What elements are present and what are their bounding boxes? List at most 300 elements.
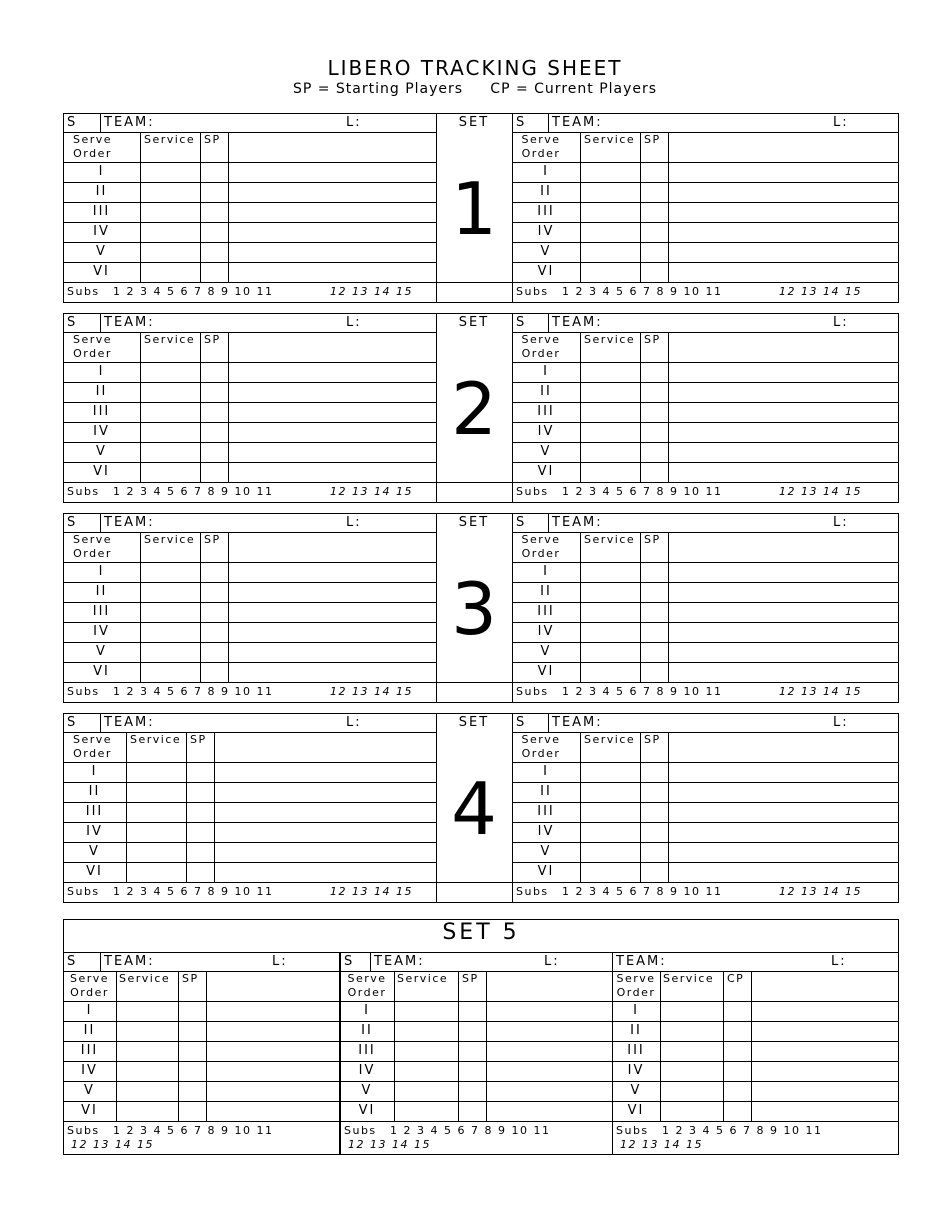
set4-left-notes-cell-2[interactable] (215, 783, 435, 802)
set4-left-subs-numbers-b: 12 13 14 15 (330, 885, 413, 898)
set3-right-notes-cell-5[interactable] (669, 643, 898, 662)
set3-left-service-cell-3[interactable] (141, 603, 199, 622)
set4-left-notes-cell-1[interactable] (215, 763, 435, 782)
set1-left-s-label: S (67, 115, 78, 130)
set1-right-service-cell-5[interactable] (581, 243, 639, 262)
set2-left-service-cell-4[interactable] (141, 423, 199, 442)
set1-left-rotation-1: I (98, 164, 105, 179)
set2-left-sp-cell-3[interactable] (201, 403, 228, 422)
set4-left-rotation-3: III (85, 804, 104, 819)
set4-left-sp-label: SP (190, 733, 207, 746)
set5-team-a-sp-cell-5[interactable] (179, 1082, 206, 1101)
set4-left-team-label: TEAM: (104, 715, 155, 730)
set1-right-sp-cell-2[interactable] (641, 183, 668, 202)
set4-right-row-rule (512, 882, 899, 883)
set5-team-a-sp-cell-1[interactable] (179, 1002, 206, 1021)
set3-right-sp-cell-5[interactable] (641, 643, 668, 662)
set1-center-rule (436, 282, 512, 283)
set3-right-notes-cell-4[interactable] (669, 623, 898, 642)
set3-left-sp-cell-1[interactable] (201, 563, 228, 582)
set4-left-service-cell-1[interactable] (127, 763, 185, 782)
set5-current-sp-cell-1[interactable] (724, 1002, 751, 1021)
set1-left-team-label: TEAM: (104, 115, 155, 130)
set4-left-sp-cell-6[interactable] (187, 863, 214, 882)
set4-left-s-divider (100, 713, 101, 732)
set1-right-order-label: Order (521, 147, 561, 160)
set5-team-a-sp-cell-6[interactable] (179, 1102, 206, 1121)
set5-current-sp-cell-6[interactable] (724, 1102, 751, 1121)
set5-team-a-sp-cell-4[interactable] (179, 1062, 206, 1081)
set3-right-sp-cell-6[interactable] (641, 663, 668, 682)
set2-left-subs-numbers-a: 1 2 3 4 5 6 7 8 9 10 11 (113, 485, 274, 498)
set5-team-a-service-cell-5[interactable] (117, 1082, 178, 1101)
set3-left-libero-label: L: (346, 515, 362, 530)
set1-right-notes-cell-3[interactable] (669, 203, 898, 222)
set2-left-service-cell-5[interactable] (141, 443, 199, 462)
set4-left-sp-cell-4[interactable] (187, 823, 214, 842)
set4-right-sp-cell-4[interactable] (641, 823, 668, 842)
set2-left-sp-cell-2[interactable] (201, 383, 228, 402)
set3-right-service-cell-5[interactable] (581, 643, 639, 662)
set3-left-notes-cell-3[interactable] (229, 603, 435, 622)
set4-left-sp-cell-3[interactable] (187, 803, 214, 822)
set2-right-sp-cell-4[interactable] (641, 423, 668, 442)
set1-left-sp-cell-4[interactable] (201, 223, 228, 242)
set2-left-order-label: Order (73, 347, 112, 360)
set1-left-notes-cell-5[interactable] (229, 243, 435, 262)
set5-current-libero-label: L: (831, 954, 847, 969)
set4-right-service-cell-4[interactable] (581, 823, 639, 842)
set1-left-service-cell-3[interactable] (141, 203, 199, 222)
set4-left-rotation-4: IV (86, 824, 103, 839)
set5-current-notes-cell-6[interactable] (752, 1102, 898, 1121)
set3-right-rotation-1: I (543, 564, 549, 579)
set4-right-notes-cell-3[interactable] (669, 803, 898, 822)
set3-left-service-cell-5[interactable] (141, 643, 199, 662)
set4-left-rotation-2: II (88, 784, 101, 799)
page-subtitle: SP = Starting Players CP = Current Players (292, 81, 658, 97)
set5-team-b-notes-cell-6[interactable] (487, 1102, 611, 1121)
set1-right-team-label: TEAM: (552, 115, 603, 130)
set1-right-rotation-6: VI (537, 264, 555, 279)
set5-team-b-sp-cell-5[interactable] (459, 1082, 486, 1101)
set5-team-b-subs-numbers-a: 1 2 3 4 5 6 7 8 9 10 11 (390, 1124, 551, 1137)
set2-right-rotation-4: IV (537, 424, 555, 439)
set1-left-service-cell-2[interactable] (141, 183, 199, 202)
set5-current-service-cell-2[interactable] (661, 1022, 723, 1041)
set3-left-sp-cell-3[interactable] (201, 603, 228, 622)
set1-left-sp-cell-3[interactable] (201, 203, 228, 222)
set5-current-sp-cell-2[interactable] (724, 1022, 751, 1041)
set2-right-rotation-3: III (537, 404, 555, 419)
set2-left-s-divider (100, 313, 101, 332)
set5-current-sp-label: CP (727, 972, 745, 985)
set5-team-a-sp-cell-2[interactable] (179, 1022, 206, 1041)
set3-left-s-label: S (67, 515, 78, 530)
set3-right-service-cell-1[interactable] (581, 563, 639, 582)
set5-team-a-notes-cell-6[interactable] (207, 1102, 339, 1121)
set4-right-sp-cell-5[interactable] (641, 843, 668, 862)
set2-right-s-divider (548, 313, 549, 332)
set5-current-rotation-1: I (633, 1003, 639, 1018)
set2-left-notes-cell-5[interactable] (229, 443, 435, 462)
set2-left-sp-cell-4[interactable] (201, 423, 228, 442)
set3-right-service-cell-6[interactable] (581, 663, 639, 682)
set2-right-notes-cell-1[interactable] (669, 363, 898, 382)
set5-team-a-service-cell-3[interactable] (117, 1042, 178, 1061)
set4-right-subs-label: Subs (516, 885, 549, 898)
set4-right-sp-cell-2[interactable] (641, 783, 668, 802)
set2-left-notes-cell-3[interactable] (229, 403, 435, 422)
set1-right-sp-cell-3[interactable] (641, 203, 668, 222)
set5-team-a-notes-cell-1[interactable] (207, 1002, 339, 1021)
set2-left-sp-cell-6[interactable] (201, 463, 228, 482)
set5-team-b-rotation-4: IV (358, 1063, 376, 1078)
set4-right-notes-cell-1[interactable] (669, 763, 898, 782)
set1-left-notes-cell-4[interactable] (229, 223, 435, 242)
set2-left-service-cell-3[interactable] (141, 403, 199, 422)
set4-right-rotation-5: V (540, 844, 552, 859)
set1-left-subs-numbers-a: 1 2 3 4 5 6 7 8 9 10 11 (113, 285, 274, 298)
set4-right-rotation-6: VI (537, 864, 555, 879)
set5-current-service-cell-6[interactable] (661, 1102, 723, 1121)
set1-right-sp-cell-6[interactable] (641, 263, 668, 282)
set1-right-notes-cell-4[interactable] (669, 223, 898, 242)
set5-team-a-service-cell-6[interactable] (117, 1102, 178, 1121)
set2-right-sp-cell-2[interactable] (641, 383, 668, 402)
set5-team-b-service-cell-5[interactable] (395, 1082, 458, 1101)
set1-left-notes-cell-3[interactable] (229, 203, 435, 222)
set5-team-b-notes-cell-1[interactable] (487, 1002, 611, 1021)
set3-right-service-cell-2[interactable] (581, 583, 639, 602)
set3-right-sp-cell-2[interactable] (641, 583, 668, 602)
set4-left-service-cell-6[interactable] (127, 863, 185, 882)
set3-left-subs-label: Subs (67, 685, 100, 698)
set5-team-b-sp-cell-1[interactable] (459, 1002, 486, 1021)
set5-team-a-notes-cell-5[interactable] (207, 1082, 339, 1101)
set3-left-service-cell-6[interactable] (141, 663, 199, 682)
set1-left-row-rule (63, 282, 436, 283)
set5-team-b-team-label: TEAM: (374, 954, 425, 969)
set2-right-service-cell-4[interactable] (581, 423, 639, 442)
set2-left-notes-cell-4[interactable] (229, 423, 435, 442)
set5-current-subs-numbers-a: 1 2 3 4 5 6 7 8 9 10 11 (662, 1124, 823, 1137)
set5-current-notes-cell-2[interactable] (752, 1022, 898, 1041)
set4-right-sp-cell-6[interactable] (641, 863, 668, 882)
set1-right-notes-cell-2[interactable] (669, 183, 898, 202)
set5-current-service-cell-5[interactable] (661, 1082, 723, 1101)
set4-right-rotation-3: III (537, 804, 555, 819)
set4-right-service-cell-6[interactable] (581, 863, 639, 882)
set5-team-b-sp-cell-3[interactable] (459, 1042, 486, 1061)
set2-right-sp-cell-5[interactable] (641, 443, 668, 462)
set4-left-header-rule (63, 732, 436, 733)
set3-left-team-label: TEAM: (104, 515, 155, 530)
set4-right-notes-cell-4[interactable] (669, 823, 898, 842)
set1-left-service-cell-5[interactable] (141, 243, 199, 262)
set3-right-service-label: Service (584, 533, 636, 546)
set5-team-b-service-cell-1[interactable] (395, 1002, 458, 1021)
set1-right-notes-cell-5[interactable] (669, 243, 898, 262)
set1-left-rotation-4: IV (93, 224, 110, 239)
set4-right-sp-cell-3[interactable] (641, 803, 668, 822)
set3-left-sp-cell-2[interactable] (201, 583, 228, 602)
set5-team-a-service-cell-2[interactable] (117, 1022, 178, 1041)
set3-left-notes-cell-5[interactable] (229, 643, 435, 662)
set5-row-rule (63, 1021, 899, 1022)
set3-left-sp-cell-4[interactable] (201, 623, 228, 642)
set1-left-header-rule (63, 132, 436, 133)
set3-left-rotation-6: VI (93, 664, 110, 679)
set2-right-service-cell-1[interactable] (581, 363, 639, 382)
set5-team-b-notes-cell-2[interactable] (487, 1022, 611, 1041)
set1-left-libero-label: L: (346, 115, 362, 130)
set2-set-label: SET (458, 315, 490, 330)
set2-left-sp-label: SP (204, 333, 221, 346)
set3-right-rotation-2: II (540, 584, 552, 599)
set2-right-notes-cell-5[interactable] (669, 443, 898, 462)
set5-current-notes-cell-3[interactable] (752, 1042, 898, 1061)
set4-left-subs-label: Subs (67, 885, 100, 898)
set3-left-rotation-4: IV (93, 624, 110, 639)
set1-left-rotation-2: II (95, 184, 108, 199)
set1-right-sp-cell-1[interactable] (641, 163, 668, 182)
set5-current-sp-cell-4[interactable] (724, 1062, 751, 1081)
set5-current-notes-cell-4[interactable] (752, 1062, 898, 1081)
set3-right-libero-label: L: (833, 515, 849, 530)
set5-current-rotation-5: V (630, 1083, 642, 1098)
set1-left-notes-cell-2[interactable] (229, 183, 435, 202)
set1-right-service-cell-3[interactable] (581, 203, 639, 222)
set3-right-order-label: Order (521, 547, 561, 560)
set2-left-service-cell-2[interactable] (141, 383, 199, 402)
set1-left-sp-cell-2[interactable] (201, 183, 228, 202)
set3-right-service-cell-3[interactable] (581, 603, 639, 622)
set1-right-service-cell-1[interactable] (581, 163, 639, 182)
set4-right-order-label: Order (521, 747, 561, 760)
set4-right-service-cell-2[interactable] (581, 783, 639, 802)
set3-left-notes-cell-6[interactable] (229, 663, 435, 682)
set5-current-rotation-6: VI (627, 1103, 645, 1118)
set1-left-service-cell-4[interactable] (141, 223, 199, 242)
set5-row-rule (63, 1061, 899, 1062)
set1-left-sp-cell-1[interactable] (201, 163, 228, 182)
set3-left-notes-cell-1[interactable] (229, 563, 435, 582)
set5-team-b-sp-cell-6[interactable] (459, 1102, 486, 1121)
set4-left-service-cell-3[interactable] (127, 803, 185, 822)
set4-left-service-cell-5[interactable] (127, 843, 185, 862)
set1-left-notes-cell-1[interactable] (229, 163, 435, 182)
set2-left-notes-cell-6[interactable] (229, 463, 435, 482)
set1-right-service-cell-4[interactable] (581, 223, 639, 242)
set1-right-service-cell-2[interactable] (581, 183, 639, 202)
set4-left-notes-cell-6[interactable] (215, 863, 435, 882)
set3-left-service-cell-2[interactable] (141, 583, 199, 602)
set4-left-sp-cell-5[interactable] (187, 843, 214, 862)
set3-right-sp-cell-1[interactable] (641, 563, 668, 582)
set3-left-order-label: Order (73, 547, 112, 560)
set5-current-sp-cell-5[interactable] (724, 1082, 751, 1101)
set3-right-s-label: S (516, 515, 527, 530)
set4-right-sp-cell-1[interactable] (641, 763, 668, 782)
set5-team-a-libero-label: L: (272, 954, 288, 969)
set1-right-sp-cell-4[interactable] (641, 223, 668, 242)
set2-right-service-cell-2[interactable] (581, 383, 639, 402)
set4-right-rotation-1: I (543, 764, 549, 779)
set5-team-b-service-cell-3[interactable] (395, 1042, 458, 1061)
set4-left-rotation-6: VI (86, 864, 103, 879)
set1-left-rotation-3: III (92, 204, 111, 219)
set5-team-a-service-cell-4[interactable] (117, 1062, 178, 1081)
set2-left-serve-label: Serve (72, 333, 113, 346)
set4-left-service-cell-2[interactable] (127, 783, 185, 802)
set3-right-notes-cell-2[interactable] (669, 583, 898, 602)
set2-right-sp-cell-1[interactable] (641, 363, 668, 382)
set4-left-sp-cell-1[interactable] (187, 763, 214, 782)
set3-right-subs-numbers-b: 12 13 14 15 (779, 685, 862, 698)
set2-right-service-cell-5[interactable] (581, 443, 639, 462)
set5-current-service-cell-1[interactable] (661, 1002, 723, 1021)
set1-left-sp-cell-6[interactable] (201, 263, 228, 282)
set2-right-sp-cell-6[interactable] (641, 463, 668, 482)
set5-current-serve-label: Serve (616, 972, 656, 985)
set3-right-sp-cell-3[interactable] (641, 603, 668, 622)
set5-team-a-sp-cell-3[interactable] (179, 1042, 206, 1061)
set1-left-service-cell-1[interactable] (141, 163, 199, 182)
set3-left-service-cell-4[interactable] (141, 623, 199, 642)
set4-left-rotation-5: V (89, 844, 100, 859)
set4-left-notes-cell-5[interactable] (215, 843, 435, 862)
set4-right-rotation-2: II (540, 784, 552, 799)
set2-left-rotation-2: II (95, 384, 108, 399)
set4-left-service-cell-4[interactable] (127, 823, 185, 842)
set1-right-s-divider (548, 113, 549, 132)
set5-team-a-notes-cell-4[interactable] (207, 1062, 339, 1081)
set1-right-service-cell-6[interactable] (581, 263, 639, 282)
set5-current-sp-cell-3[interactable] (724, 1042, 751, 1061)
set4-left-sp-cell-2[interactable] (187, 783, 214, 802)
set2-right-rotation-2: II (540, 384, 552, 399)
set3-right-service-cell-4[interactable] (581, 623, 639, 642)
set2-right-notes-cell-3[interactable] (669, 403, 898, 422)
set5-team-a-service-cell-1[interactable] (117, 1002, 178, 1021)
set5-current-service-cell-4[interactable] (661, 1062, 723, 1081)
set1-right-notes-cell-1[interactable] (669, 163, 898, 182)
set5-team-b-notes-cell-4[interactable] (487, 1062, 611, 1081)
set1-left-sp-cell-5[interactable] (201, 243, 228, 262)
set3-right-subs-label: Subs (516, 685, 549, 698)
set3-right-rotation-5: V (540, 644, 552, 659)
set2-right-notes-cell-4[interactable] (669, 423, 898, 442)
set4-right-service-cell-5[interactable] (581, 843, 639, 862)
set4-right-s-divider (548, 713, 549, 732)
set1-left-service-cell-6[interactable] (141, 263, 199, 282)
set5-team-b-service-cell-4[interactable] (395, 1062, 458, 1081)
set3-left-sp-cell-6[interactable] (201, 663, 228, 682)
set1-right-row-rule (512, 282, 899, 283)
set4-right-notes-cell-5[interactable] (669, 843, 898, 862)
set2-right-notes-cell-2[interactable] (669, 383, 898, 402)
set1-right-sp-cell-5[interactable] (641, 243, 668, 262)
set4-right-service-cell-3[interactable] (581, 803, 639, 822)
set2-left-sp-cell-1[interactable] (201, 363, 228, 382)
set3-left-service-cell-1[interactable] (141, 563, 199, 582)
set5-team-a-notes-cell-3[interactable] (207, 1042, 339, 1061)
set2-left-notes-cell-1[interactable] (229, 363, 435, 382)
set5-team-a-rotation-2: II (83, 1023, 96, 1038)
set2-left-service-label: Service (144, 333, 196, 346)
set5-team-a-rotation-6: VI (81, 1103, 98, 1118)
set5-current-rotation-4: IV (627, 1063, 645, 1078)
set4-left-notes-cell-4[interactable] (215, 823, 435, 842)
set2-left-service-cell-1[interactable] (141, 363, 199, 382)
set3-right-notes-cell-3[interactable] (669, 603, 898, 622)
set3-right-notes-cell-1[interactable] (669, 563, 898, 582)
set1-left-notes-cell-6[interactable] (229, 263, 435, 282)
set5-team-a-service-label: Service (119, 972, 171, 985)
set5-team-b-service-cell-2[interactable] (395, 1022, 458, 1041)
set5-team-b-notes-cell-3[interactable] (487, 1042, 611, 1061)
set1-right-rotation-3: III (537, 204, 555, 219)
set5-current-subs-label: Subs (616, 1124, 649, 1137)
set2-left-notes-cell-2[interactable] (229, 383, 435, 402)
set3-left-notes-cell-4[interactable] (229, 623, 435, 642)
set5-team-b-notes-cell-5[interactable] (487, 1082, 611, 1101)
set3-right-notes-cell-6[interactable] (669, 663, 898, 682)
set4-right-notes-cell-6[interactable] (669, 863, 898, 882)
set2-right-service-cell-3[interactable] (581, 403, 639, 422)
set5-team-a-rotation-3: III (80, 1043, 99, 1058)
set1-right-notes-cell-6[interactable] (669, 263, 898, 282)
set5-team-b-sp-cell-2[interactable] (459, 1022, 486, 1041)
set2-right-subs-numbers-b: 12 13 14 15 (779, 485, 862, 498)
set4-set-number: 4 (451, 767, 497, 851)
set2-right-sp-cell-3[interactable] (641, 403, 668, 422)
set1-left-sp-label: SP (204, 133, 221, 146)
set3-right-rotation-3: III (537, 604, 555, 619)
set4-left-libero-label: L: (346, 715, 362, 730)
set5-team-a-sp-label: SP (182, 972, 199, 985)
set5-team-b-service-cell-6[interactable] (395, 1102, 458, 1121)
set5-team-b-sp-cell-4[interactable] (459, 1062, 486, 1081)
set5-row-rule (63, 1081, 899, 1082)
set2-right-service-cell-6[interactable] (581, 463, 639, 482)
set5-team-b-rotation-6: VI (358, 1103, 376, 1118)
set1-right-rotation-5: V (540, 244, 552, 259)
set2-left-service-cell-6[interactable] (141, 463, 199, 482)
set3-left-sp-cell-5[interactable] (201, 643, 228, 662)
set5-current-notes-cell-1[interactable] (752, 1002, 898, 1021)
set5-team-a-notes-cell-2[interactable] (207, 1022, 339, 1041)
set1-left-subs-label: Subs (67, 285, 100, 298)
set4-left-notes-cell-3[interactable] (215, 803, 435, 822)
set2-right-notes-cell-6[interactable] (669, 463, 898, 482)
set2-center-rule (436, 482, 512, 483)
set5-team-a-s-divider (100, 952, 101, 971)
set3-left-notes-cell-2[interactable] (229, 583, 435, 602)
page-title: LIBERO TRACKING SHEET (327, 56, 623, 80)
set2-left-rotation-6: VI (93, 464, 110, 479)
set4-right-notes-cell-2[interactable] (669, 783, 898, 802)
set3-right-sp-cell-4[interactable] (641, 623, 668, 642)
set5-current-service-cell-3[interactable] (661, 1042, 723, 1061)
set5-current-notes-cell-5[interactable] (752, 1082, 898, 1101)
set5-row-rule (63, 1101, 899, 1102)
set4-right-subs-numbers-a: 1 2 3 4 5 6 7 8 9 10 11 (562, 885, 723, 898)
set1-left-s-divider (100, 113, 101, 132)
set2-left-sp-cell-5[interactable] (201, 443, 228, 462)
set4-right-service-cell-1[interactable] (581, 763, 639, 782)
